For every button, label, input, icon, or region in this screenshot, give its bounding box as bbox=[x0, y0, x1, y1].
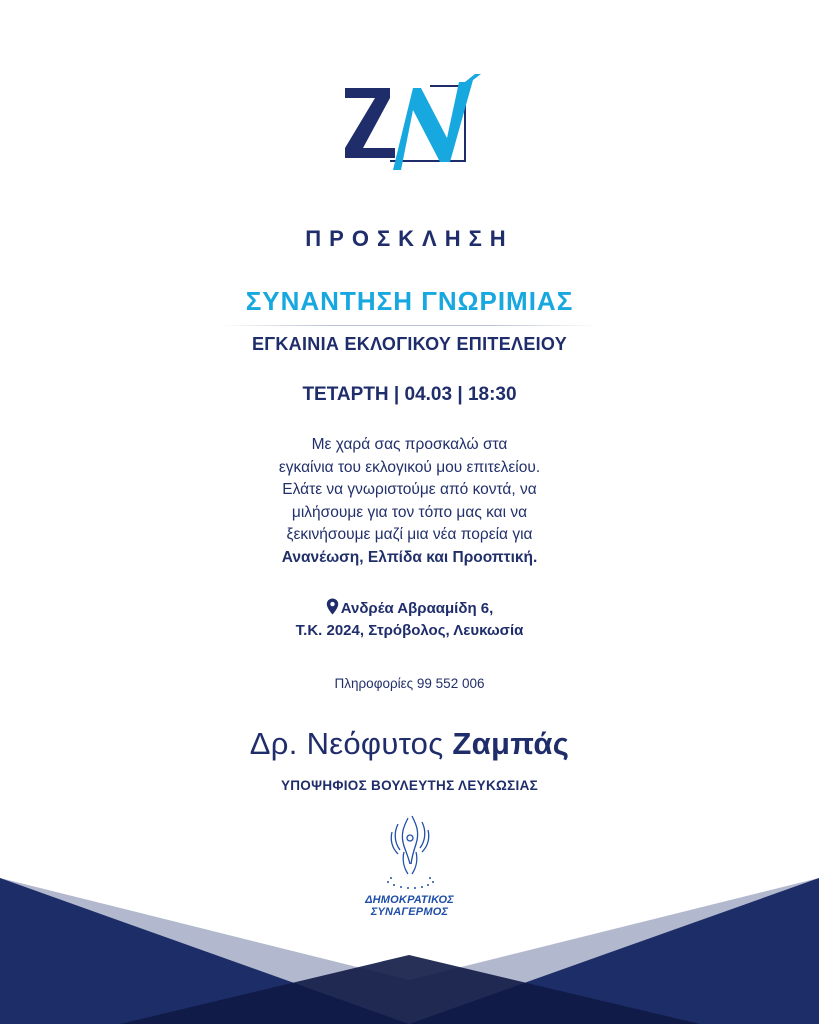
location-pin-icon bbox=[326, 598, 339, 615]
message-line: Με χαρά σας προσκαλώ στα bbox=[311, 436, 508, 453]
party-name-line-2: ΣΥΝΑΓΕΡΜΟΣ bbox=[370, 906, 449, 918]
title-divider bbox=[219, 325, 599, 326]
message-highlight: Ανανέωση, Ελπίδα και Προοπτική. bbox=[281, 548, 538, 566]
party-logo-text bbox=[0, 894, 819, 918]
address-line-2: Τ.Κ. 2024, Στρόβολος, Λευκωσία bbox=[295, 622, 524, 639]
candidate-role: ΥΠΟΨΗΦΙΟΣ ΒΟΥΛΕΥΤΗΣ ΛΕΥΚΩΣΙΑΣ bbox=[280, 778, 539, 793]
message-line: ξεκινήσουμε μαζί μια νέα πορεία για bbox=[286, 526, 533, 543]
invite-title: ΠΡΟΣΚΛΗΣΗ bbox=[305, 226, 514, 251]
message-line: εγκαίνια του εκλογικού μου επιτελείου. bbox=[278, 458, 541, 476]
candidate-name bbox=[0, 726, 819, 762]
address-line-1: Ανδρέα Αβρααμίδη 6, bbox=[340, 600, 494, 617]
event-address bbox=[0, 598, 819, 642]
opening-title: ΕΓΚΑΙΝΙΑ ΕΚΛΟΓΙΚΟΥ ΕΠΙΤΕΛΕΙΟΥ bbox=[251, 334, 568, 354]
message-line: Ελάτε να γνωριστούμε από κοντά, να bbox=[282, 481, 537, 498]
candidate-title-firstname: Δρ. Νεόφυτος bbox=[249, 726, 444, 761]
zn-logo bbox=[335, 66, 485, 176]
meeting-title: ΣΥΝΑΝΤΗΣΗ ΓΝΩΡΙΜΙΑΣ bbox=[245, 286, 574, 316]
event-datetime: ΤΕΤΑΡΤΗ | 04.03 | 18:30 bbox=[302, 384, 517, 405]
candidate-surname: Ζαμπάς bbox=[452, 726, 570, 761]
invitation-message bbox=[0, 434, 819, 569]
party-emblem-icon bbox=[378, 812, 442, 892]
message-line: μιλήσουμε για τον τόπο μας και να bbox=[291, 503, 528, 521]
info-phone: Πληροφορίες 99 552 006 bbox=[334, 676, 485, 691]
party-name-line-1: ΔΗΜΟΚΡΑΤΙΚΟΣ bbox=[365, 894, 454, 906]
